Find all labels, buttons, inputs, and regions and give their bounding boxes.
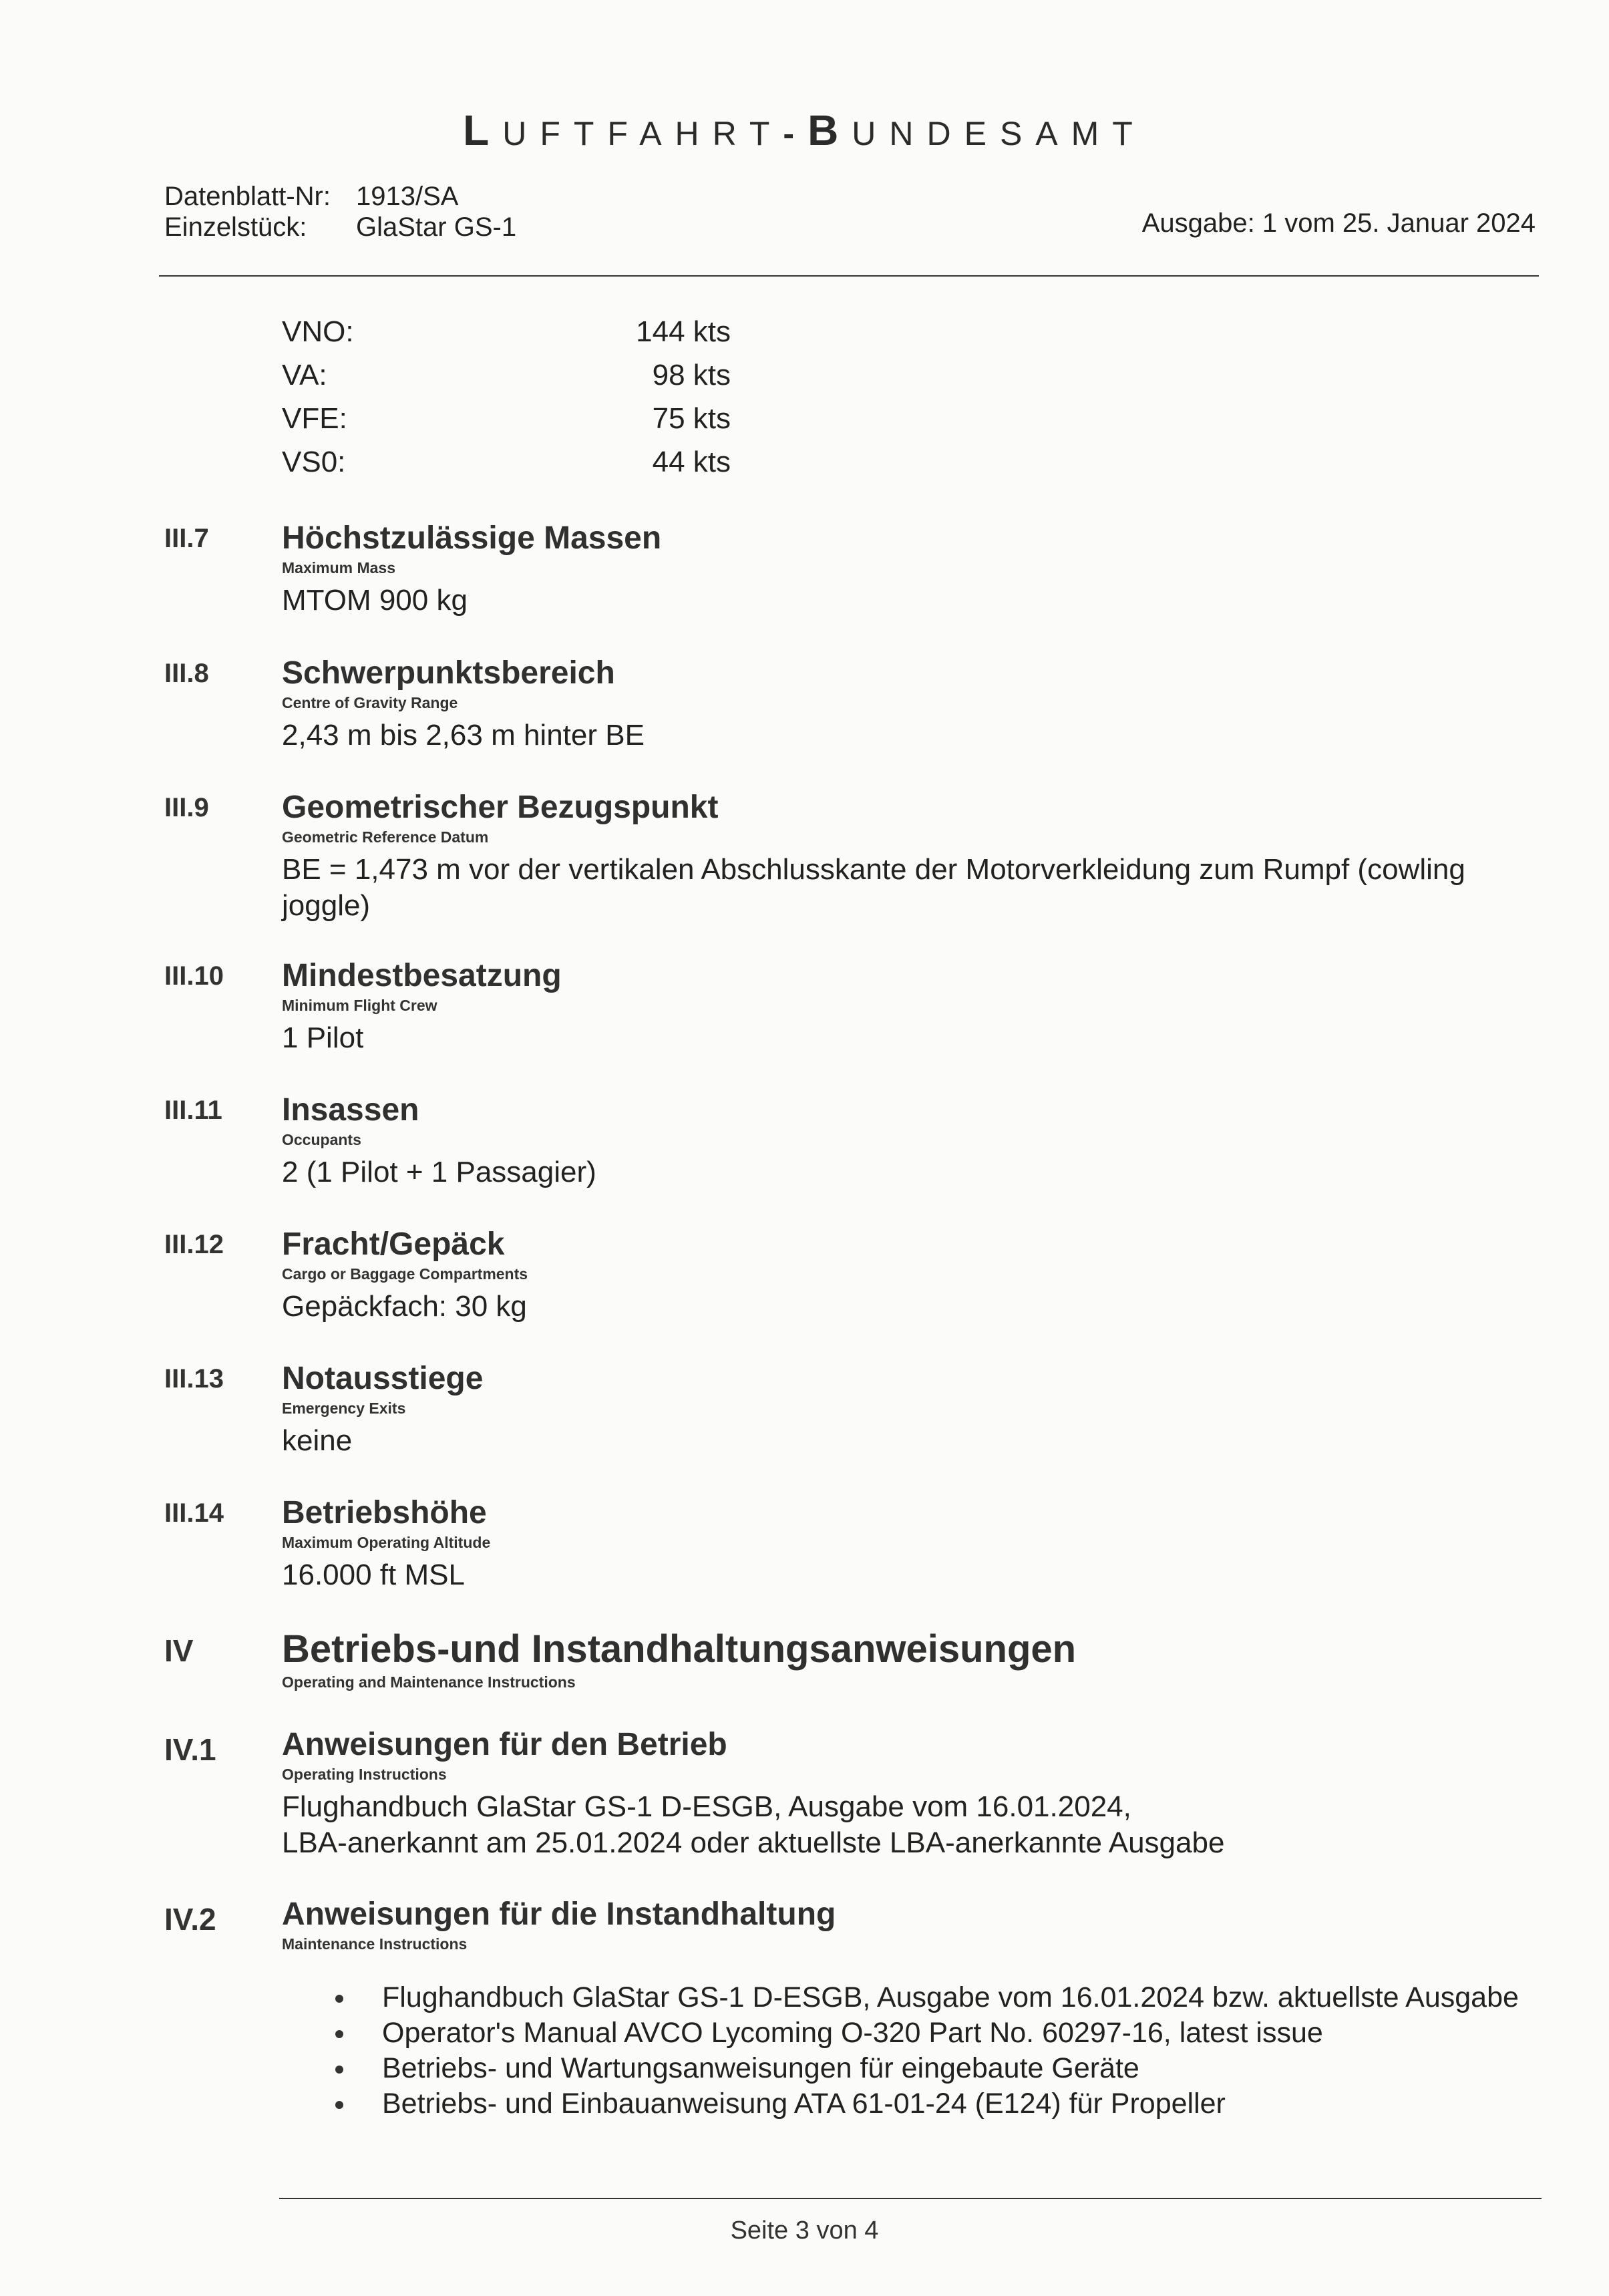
section-title: Anweisungen für den Betrieb [282, 1727, 727, 1762]
footer-divider [279, 2198, 1542, 2199]
section-text: 16.000 ft MSL [282, 1559, 465, 1591]
section-subtitle: Operating and Maintenance Instructions [282, 1673, 576, 1691]
section-text: Flughandbuch GlaStar GS-1 D-ESGB, Ausgabe vom 16.01.2024, LBA-anerkannt am 25.01.2024 oder aktuellste LBA-anerkannte Ausgabe [282, 1790, 1225, 1859]
section-title: Notausstiege [282, 1361, 484, 1396]
list-item [335, 2086, 1554, 2122]
speed-row [282, 359, 749, 402]
section-title: Fracht/Gepäck [282, 1226, 505, 1262]
section-number: III.10 [164, 961, 224, 991]
speed-label: VA: [282, 359, 327, 391]
issue-date: Ausgabe: 1 vom 25. Januar 2024 [1141, 208, 1536, 238]
section-number: III.11 [164, 1096, 222, 1125]
section-number: III.14 [164, 1498, 224, 1528]
section-number: III.12 [164, 1230, 224, 1259]
section-number: III.13 [164, 1364, 224, 1393]
section-number: III.7 [164, 524, 209, 553]
agency-title: LUFTFAHRT-BUNDESAMT [463, 106, 1146, 154]
section-title: Schwerpunktsbereich [282, 655, 615, 691]
section-number: III.9 [164, 793, 209, 822]
header-divider [159, 275, 1539, 277]
section-text: 2 (1 Pilot + 1 Passagier) [282, 1156, 596, 1188]
speed-row [282, 315, 749, 359]
section-title: Insassen [282, 1092, 419, 1128]
bullet-icon [335, 2101, 343, 2109]
section-text: keine [282, 1424, 353, 1457]
list-item [335, 1980, 1554, 2015]
section-title: Mindestbesatzung [282, 958, 562, 993]
section-number: IV.2 [164, 1902, 216, 1937]
section-text: 2,43 m bis 2,63 m hinter BE [282, 719, 645, 752]
speed-value: 98 kts [652, 359, 731, 391]
section-number: IV.1 [164, 1732, 216, 1767]
speed-table [282, 315, 749, 489]
section-subtitle: Operating Instructions [282, 1766, 447, 1783]
datasheet-label: Datenblatt-Nr: [164, 182, 331, 211]
section-subtitle: Maximum Operating Altitude [282, 1534, 491, 1551]
section-subtitle: Centre of Gravity Range [282, 694, 458, 711]
section-subtitle: Cargo or Baggage Compartments [282, 1265, 528, 1283]
list-item-text: Flughandbuch GlaStar GS-1 D-ESGB, Ausgabe vom 16.01.2024 bzw. aktuellste Ausgabe [382, 1981, 1519, 2013]
section-subtitle: Geometric Reference Datum [282, 828, 489, 846]
speed-label: VFE: [282, 402, 347, 435]
list-item [335, 2015, 1554, 2051]
bullet-icon [335, 2066, 343, 2074]
datasheet-number: 1913/SA [356, 182, 459, 211]
section-number: III.8 [164, 659, 209, 688]
section-subtitle: Minimum Flight Crew [282, 997, 437, 1014]
section-text: Gepäckfach: 30 kg [282, 1290, 527, 1323]
speed-row [282, 446, 749, 489]
section-text: MTOM 900 kg [282, 584, 468, 617]
bullet-icon [335, 1995, 343, 2003]
section-text: 1 Pilot [282, 1021, 364, 1054]
list-item-text: Betriebs- und Wartungsanweisungen für eingebaute Geräte [382, 2052, 1139, 2084]
section-title: Betriebs-und Instandhaltungsanweisungen [282, 1627, 1077, 1671]
speed-value: 75 kts [652, 402, 731, 435]
section-number: IV [164, 1633, 194, 1668]
section-title: Höchstzulässige Massen [282, 520, 662, 556]
section-title: Betriebshöhe [282, 1495, 487, 1530]
speed-value: 144 kts [636, 315, 731, 348]
speed-value: 44 kts [652, 446, 731, 478]
section-subtitle: Emergency Exits [282, 1400, 406, 1417]
section-subtitle: Occupants [282, 1131, 361, 1148]
page-number: Seite 3 von 4 [730, 2217, 879, 2245]
item-value: GlaStar GS-1 [356, 212, 517, 242]
maintenance-list [335, 1980, 1554, 2122]
section-subtitle: Maximum Mass [282, 559, 396, 577]
section-subtitle: Maintenance Instructions [282, 1935, 468, 1953]
section-title: Anweisungen für die Instandhaltung [282, 1897, 836, 1932]
list-item [335, 2051, 1554, 2086]
list-item-text: Operator's Manual AVCO Lycoming O-320 Part No. 60297-16, latest issue [382, 2017, 1323, 2049]
speed-row [282, 402, 749, 446]
speed-label: VS0: [282, 446, 346, 478]
section-text: BE = 1,473 m vor der vertikalen Abschlusskante der Motorverkleidung zum Rumpf (cowling joggle) [282, 853, 1465, 922]
bullet-icon [335, 2030, 343, 2038]
section-title: Geometrischer Bezugspunkt [282, 790, 719, 825]
list-item-text: Betriebs- und Einbauanweisung ATA 61-01-24 (E124) für Propeller [382, 2088, 1226, 2120]
item-label: Einzelstück: [164, 212, 307, 242]
speed-label: VNO: [282, 315, 354, 348]
